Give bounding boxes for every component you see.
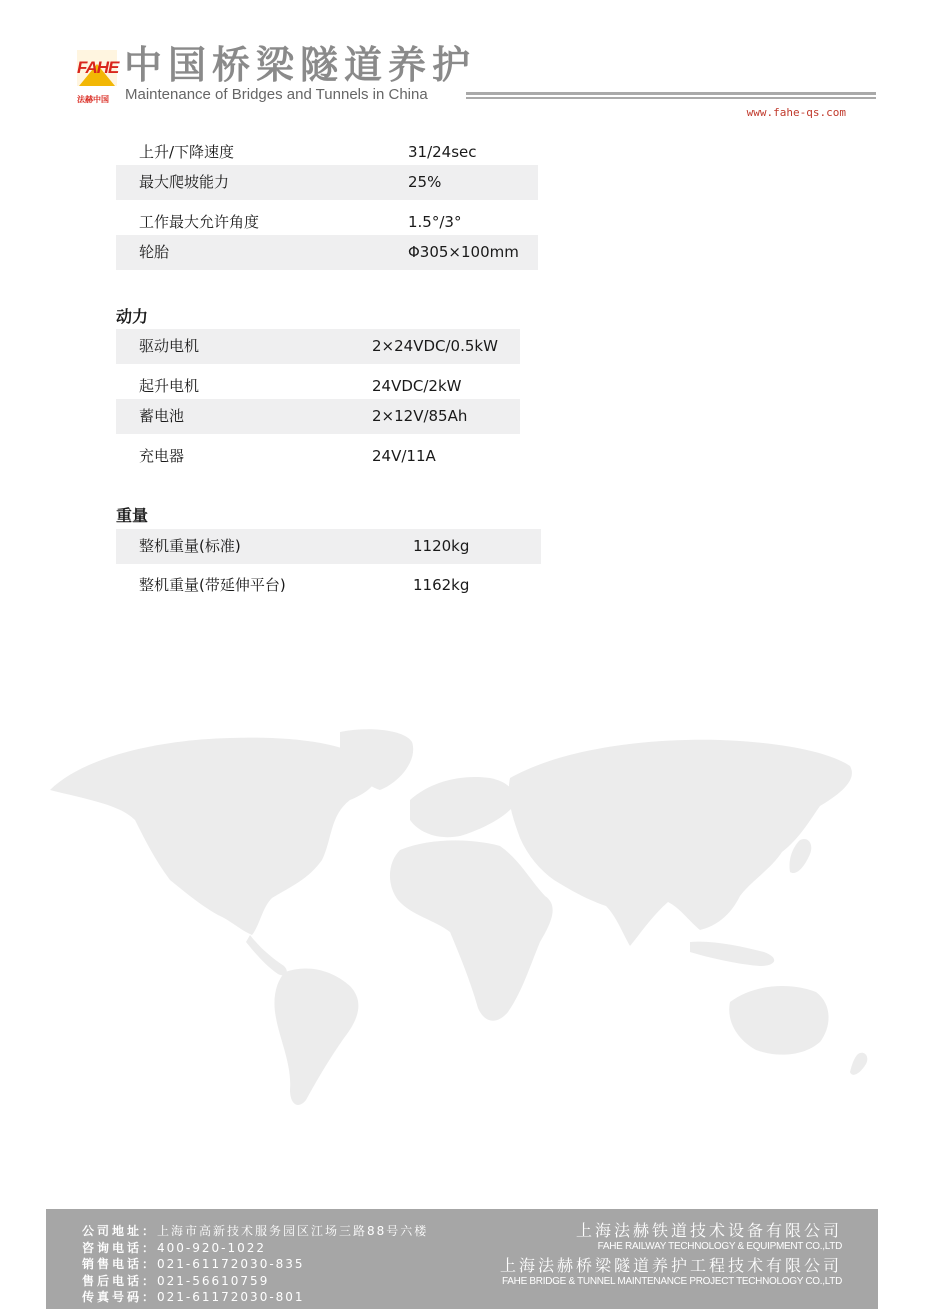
continent-new-zealand [850, 1053, 867, 1075]
contact-value: 400-920-1022 [157, 1240, 267, 1255]
company-1-name-en: FAHE RAILWAY TECHNOLOGY & EQUIPMENT CO.,LTD [597, 1241, 842, 1252]
spec-value: 2×24VDC/0.5kW [372, 337, 498, 355]
brand-title-cn: 中国桥梁隧道养护 [124, 43, 477, 87]
spec-value: 1120kg [413, 537, 470, 555]
spec-label: 轮胎 [139, 243, 170, 261]
spec-value: Φ305×100mm [408, 243, 519, 261]
contact-line [82, 1289, 428, 1306]
company-logo [77, 44, 117, 106]
logo-text: FAHE [77, 58, 119, 77]
spec-value: 24V/11A [372, 447, 436, 465]
contact-value: 021-61172030-801 [157, 1290, 305, 1305]
spec-label: 工作最大允许角度 [139, 213, 260, 231]
spec-label: 整机重量(带延伸平台) [139, 576, 286, 594]
continent-australia [729, 986, 828, 1055]
spec-label: 上升/下降速度 [139, 143, 235, 161]
header-rule [466, 92, 876, 95]
website-link[interactable]: www.fahe-qs.com [746, 106, 846, 119]
contact-value: 上海市高新技术服务园区江场三路88号六楼 [157, 1224, 429, 1238]
section-title-power: 动力 [116, 307, 149, 326]
spec-row [116, 439, 520, 474]
spec-row [116, 165, 538, 200]
contact-info [82, 1223, 428, 1306]
contact-label: 售后电话： [82, 1273, 158, 1288]
contact-line [82, 1256, 428, 1273]
spec-row [116, 529, 541, 564]
header-rule [466, 97, 876, 99]
spec-value: 1.5°/3° [408, 213, 462, 231]
spec-label: 起升电机 [139, 377, 200, 395]
company-1-name-cn: 上海法赫铁道技术设备有限公司 [575, 1221, 842, 1240]
continent-indonesia [690, 942, 774, 966]
continent-africa [390, 840, 553, 1020]
spec-value: 2×12V/85Ah [372, 407, 468, 425]
contact-line [82, 1273, 428, 1290]
logo-subtext: 法赫中国 [77, 95, 109, 104]
section-title-weight: 重量 [116, 506, 149, 525]
contact-label: 销售电话： [82, 1257, 158, 1272]
spec-value: 25% [408, 173, 442, 191]
contact-value: 021-56610759 [157, 1273, 270, 1288]
spec-row [116, 399, 520, 434]
company-2 [500, 1256, 842, 1288]
continent-south-america [274, 968, 358, 1104]
contact-value: 021-61172030-835 [157, 1257, 305, 1272]
continent-japan [789, 839, 811, 873]
company-2-name-en: FAHE BRIDGE & TUNNEL MAINTENANCE PROJECT TECHNOLOGY CO.,LTD [502, 1276, 842, 1287]
continent-central-america [246, 935, 287, 975]
spec-label: 整机重量(标准) [139, 537, 241, 555]
spec-label: 驱动电机 [139, 337, 200, 355]
world-map-watermark [40, 720, 890, 1120]
contact-label: 公司地址： [82, 1224, 158, 1238]
contact-line [82, 1223, 428, 1240]
spec-value: 24VDC/2kW [372, 377, 462, 395]
contact-label: 咨询电话： [82, 1240, 158, 1255]
contact-line [82, 1240, 428, 1257]
spec-value: 31/24sec [408, 143, 477, 161]
company-1 [576, 1221, 842, 1253]
footer-bar [46, 1209, 878, 1309]
continent-europe [410, 777, 515, 837]
spec-row [116, 235, 538, 270]
brand-title-en: Maintenance of Bridges and Tunnels in China [125, 86, 428, 103]
spec-row [116, 568, 541, 603]
spec-label: 最大爬坡能力 [139, 173, 230, 191]
spec-label: 充电器 [139, 447, 185, 465]
spec-label: 蓄电池 [139, 407, 185, 425]
continent-north-america [50, 738, 377, 935]
contact-label: 传真号码： [82, 1290, 158, 1305]
spec-row [116, 329, 520, 364]
company-2-name-cn: 上海法赫桥梁隧道养护工程技术有限公司 [499, 1256, 842, 1275]
spec-value: 1162kg [413, 576, 470, 594]
